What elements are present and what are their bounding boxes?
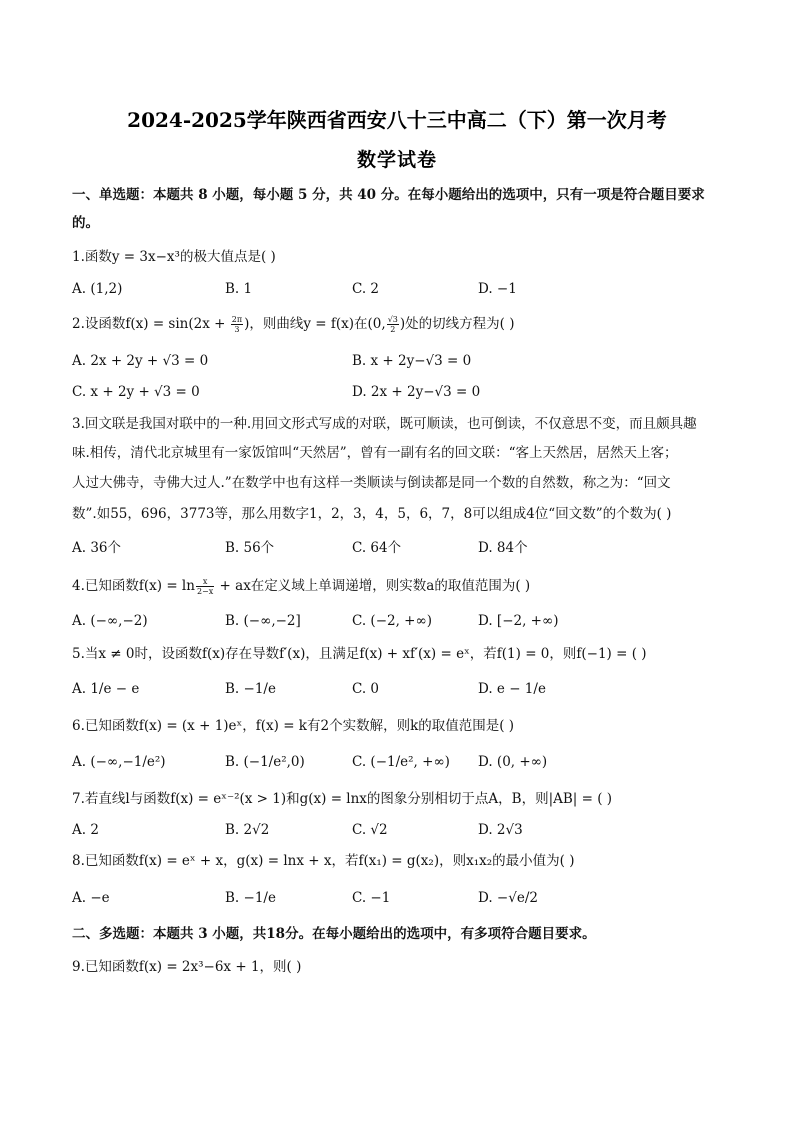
question-7-option-b: B. 2√2 (225, 822, 270, 838)
question-2-stem-part-a: 2.设函数f(x) = sin(2x + (72, 316, 230, 332)
question-1-option-b: B. 1 (225, 281, 253, 297)
question-1-option-d: D. −1 (478, 281, 517, 297)
question-8-option-d: D. −√e/2 (478, 890, 538, 906)
fraction-numerator: 2π (231, 315, 243, 324)
question-2-stem-part-c: )处的切线方程为( ) (399, 316, 515, 332)
question-3-line-3: 人过大佛寺，寺佛大过人.”在数学中也有这样一类顺读与倒读都是同一个数的自然数，称之为：“回文 (72, 475, 671, 491)
question-2-option-b: B. x + 2y−√3 = 0 (352, 353, 472, 369)
question-3-option-d: D. 84个 (478, 540, 528, 556)
question-3-option-a: A. 36个 (72, 540, 122, 556)
question-5-stem: 5.当x ≠ 0时，设函数f(x)存在导数f′(x)，且满足f(x) + xf′(x) = eˣ，若f(1) = 0，则f(−1) = ( ) (72, 646, 647, 662)
question-2-fraction-2 (387, 315, 399, 334)
question-4-option-b: B. (−∞,−2] (225, 613, 301, 629)
fraction-denominator: 2 (390, 325, 396, 334)
question-8-option-c: C. −1 (352, 890, 391, 906)
question-2-option-c: C. x + 2y + √3 = 0 (72, 384, 200, 400)
question-3-line-2: 味.相传，清代北京城里有一家饭馆叫“天然居”，曾有一副有名的回文联：“客上天然居，居然天上客； (72, 445, 678, 461)
question-4-stem-part-a: 4.已知函数f(x) = ln (72, 578, 195, 594)
question-4-option-d: D. [−2, +∞) (478, 613, 559, 629)
question-3-option-c: C. 64个 (352, 540, 402, 556)
question-1-option-c: C. 2 (352, 281, 380, 297)
section-heading-single-choice: 一、单选题：本题共 8 小题，每小题 5 分，共 40 分。在每小题给出的选项中，只有一项是符合题目要求 (72, 187, 705, 203)
question-4-option-c: C. (−2, +∞) (352, 613, 433, 629)
question-6-option-a: A. (−∞,−1/e²) (72, 754, 166, 770)
exam-title: 2024-2025学年陕西省西安八十三中高二（下）第一次月考 (127, 108, 667, 132)
question-4-fraction (196, 577, 214, 596)
question-2-stem (72, 314, 732, 334)
question-6-option-b: B. (−1/e²,0) (225, 754, 305, 770)
question-7-stem: 7.若直线l与函数f(x) = eˣ⁻²(x > 1)和g(x) = lnx的图象分别相切于点A，B，则|AB| = ( ) (72, 791, 613, 807)
question-8-stem: 8.已知函数f(x) = eˣ + x，g(x) = lnx + x，若f(x₁) = g(x₂)，则x₁x₂的最小值为( ) (72, 853, 575, 869)
question-6-stem: 6.已知函数f(x) = (x + 1)eˣ，f(x) = k有2个实数解，则k的取值范围是( ) (72, 718, 515, 734)
question-4-option-a: A. (−∞,−2) (72, 613, 148, 629)
fraction-numerator: x (196, 577, 214, 587)
question-3-option-b: B. 56个 (225, 540, 275, 556)
question-2-fraction-1 (231, 315, 243, 334)
fraction-denominator: 3 (234, 325, 240, 334)
question-6-option-c: C. (−1/e², +∞) (352, 754, 450, 770)
question-4-stem (72, 576, 732, 596)
question-5-option-a: A. 1/e − e (72, 681, 140, 697)
question-3-line-4: 数”.如55，696，3773等，那么用数字1，2，3，4，5，6，7，8可以组成4位“回文数”的个数为( ) (72, 506, 672, 522)
question-2-option-a: A. 2x + 2y + √3 = 0 (72, 353, 209, 369)
section-heading-multiple-choice: 二、多选题：本题共 3 小题，共18分。在每小题给出的选项中，有多项符合题目要求。 (72, 926, 596, 942)
question-5-option-d: D. e − 1/e (478, 681, 546, 697)
question-1-option-a: A. (1,2) (72, 281, 123, 297)
question-1-stem: 1.函数y = 3x−x³的极大值点是( ) (72, 249, 276, 265)
question-7-option-d: D. 2√3 (478, 822, 523, 838)
question-3-line-1: 3.回文联是我国对联中的一种.用回文形式写成的对联，既可顺读，也可倒读，不仅意思不变，而且颇具趣 (72, 416, 697, 432)
fraction-denominator: 2−x (196, 587, 214, 596)
question-2-option-d: D. 2x + 2y−√3 = 0 (352, 384, 481, 400)
question-8-option-b: B. −1/e (225, 890, 276, 906)
question-7-option-a: A. 2 (72, 822, 99, 838)
question-5-option-c: C. 0 (352, 681, 380, 697)
question-8-option-a: A. −e (72, 890, 110, 906)
fraction-numerator: √3 (387, 315, 398, 324)
question-5-option-b: B. −1/e (225, 681, 276, 697)
section-heading-continuation: 的。 (72, 215, 99, 231)
question-4-stem-part-b: + ax在定义域上单调递增，则实数a的取值范围为( ) (215, 578, 531, 594)
exam-subtitle: 数学试卷 (356, 149, 437, 171)
question-2-stem-part-b: )，则曲线y = f(x)在(0, (244, 316, 386, 332)
question-9-stem: 9.已知函数f(x) = 2x³−6x + 1，则( ) (72, 959, 302, 975)
question-6-option-d: D. (0, +∞) (478, 754, 548, 770)
question-7-option-c: C. √2 (352, 822, 388, 838)
